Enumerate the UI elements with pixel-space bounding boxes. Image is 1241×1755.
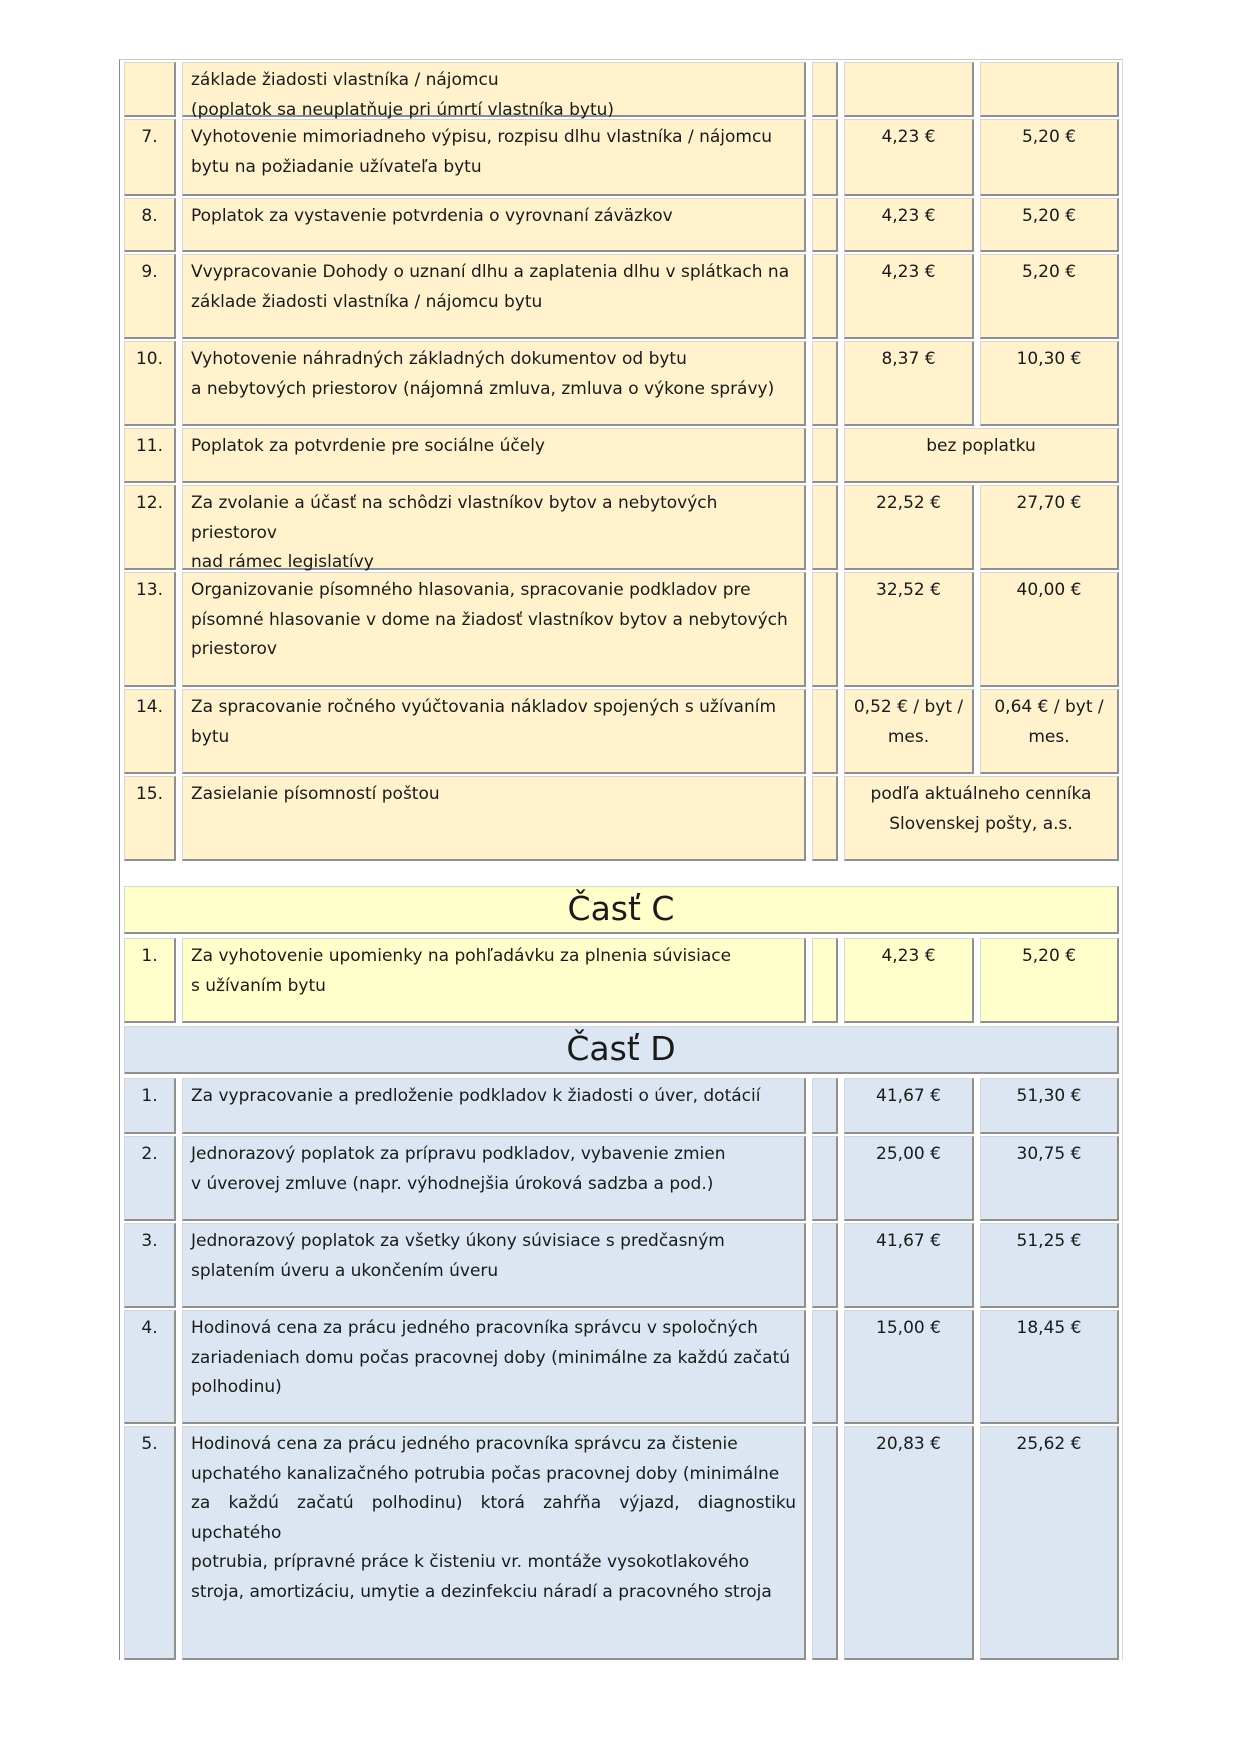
description-line: priestorov [191, 639, 277, 659]
price-with-vat: 10,30 € [980, 341, 1119, 426]
price-with-vat: 5,20 € [980, 119, 1119, 196]
row-number: 8. [124, 198, 176, 252]
row-number: 14. [124, 689, 176, 774]
description-line: Hodinová cena za prácu jedného pracovníka správcu za čistenie [191, 1434, 738, 1454]
table-row [120, 687, 1122, 774]
spacer-cell [812, 1310, 838, 1424]
table-row [120, 1308, 1122, 1424]
description-line: písomné hlasovanie v dome na žiadosť vlastníkov bytov a nebytových [191, 609, 788, 630]
row-description [182, 485, 806, 570]
row-description [182, 119, 806, 196]
description-line: Za zvolanie a účasť na schôdzi vlastníkov bytov a nebytových priestorov [191, 493, 718, 543]
spacer-cell [812, 119, 838, 196]
row-number: 2. [124, 1136, 176, 1221]
price-without-vat [844, 62, 974, 117]
row-number: 4. [124, 1310, 176, 1424]
description-line: Za vypracovanie a predloženie podkladov k žiadosti o úver, dotácií [191, 1086, 761, 1106]
description-line: nad rámec legislatívy [191, 552, 374, 572]
price-without-vat: 41,67 € [844, 1223, 974, 1308]
table-row [120, 570, 1122, 687]
description-line: Za spracovanie ročného vyúčtovania nákladov spojených s užívaním [191, 697, 777, 717]
spacer-cell [812, 62, 838, 117]
price-without-vat: 4,23 € [844, 254, 974, 339]
description-line: Jednorazový poplatok za všetky úkony súvisiace s predčasným [191, 1231, 725, 1251]
table-row [120, 1134, 1122, 1221]
row-number: 1. [124, 938, 176, 1023]
row-description [182, 776, 806, 861]
description-line: bytu na požiadanie užívateľa bytu [191, 156, 482, 177]
row-description [182, 1078, 806, 1134]
table-row [120, 117, 1122, 196]
table-row [120, 339, 1122, 426]
spacer-cell [812, 938, 838, 1023]
row-description [182, 572, 806, 687]
table-row [120, 426, 1122, 483]
row-description [182, 1136, 806, 1221]
description-line: Zasielanie písomností poštou [191, 784, 440, 804]
row-number: 1. [124, 1078, 176, 1134]
spacer-cell [812, 1078, 838, 1134]
price-with-vat: 30,75 € [980, 1136, 1119, 1221]
price-with-vat: 40,00 € [980, 572, 1119, 687]
row-number: 7. [124, 119, 176, 196]
price-with-vat: 51,30 € [980, 1078, 1119, 1134]
description-line: Vvypracovanie Dohody o uznaní dlhu a zaplatenia dlhu v splátkach na [191, 262, 790, 282]
spacer-cell [812, 428, 838, 483]
description-line: Hodinová cena za prácu jedného pracovníka správcu v spoločných [191, 1318, 758, 1338]
row-number [124, 62, 176, 117]
table-row [120, 936, 1122, 1023]
row-number: 12. [124, 485, 176, 570]
price-without-vat: 15,00 € [844, 1310, 974, 1424]
row-description [182, 938, 806, 1023]
row-description [182, 689, 806, 774]
price-merged [844, 776, 1119, 861]
price-with-vat: 18,45 € [980, 1310, 1119, 1424]
description-line: polhodinu) [191, 1377, 282, 1397]
spacer-cell [812, 1426, 838, 1660]
price-line: bez poplatku [926, 436, 1036, 456]
price-line: mes. [887, 726, 930, 747]
description-line: Poplatok za potvrdenie pre sociálne účely [191, 436, 545, 456]
description-line: zariadeniach domu počas pracovnej doby (minimálne za každú začatú [191, 1347, 791, 1368]
description-line: a nebytových priestorov (nájomná zmluva, zmluva o výkone správy) [191, 378, 775, 399]
spacer-cell [812, 254, 838, 339]
table-row [120, 483, 1122, 570]
row-description [182, 198, 806, 252]
price-merged [844, 428, 1119, 483]
price-with-vat [980, 689, 1119, 774]
row-number: 3. [124, 1223, 176, 1308]
description-line: Poplatok za vystavenie potvrdenia o vyrovnaní záväzkov [191, 206, 673, 226]
price-without-vat: 4,23 € [844, 119, 974, 196]
description-line: Vyhotovenie náhradných základných dokumentov od bytu [191, 349, 687, 369]
price-line: podľa aktuálneho cenníka [870, 784, 1092, 804]
description-line: stroja, amortizáciu, umytie a dezinfekciu náradí a pracovného stroja [191, 1581, 772, 1602]
description-line: upchatého kanalizačného potrubia počas pracovnej doby (minimálne [191, 1463, 780, 1484]
row-number: 15. [124, 776, 176, 861]
section-heading-part-d: Časť D [124, 1026, 1119, 1074]
price-without-vat: 32,52 € [844, 572, 974, 687]
spacer-cell [812, 572, 838, 687]
price-with-vat: 5,20 € [980, 938, 1119, 1023]
price-without-vat: 8,37 € [844, 341, 974, 426]
row-description [182, 1310, 806, 1424]
price-without-vat [844, 689, 974, 774]
row-number: 13. [124, 572, 176, 687]
price-line: Slovenskej pošty, a.s. [889, 813, 1073, 834]
spacer-cell [812, 1136, 838, 1221]
description-line: v úverovej zmluve (napr. výhodnejšia úroková sadzba a pod.) [191, 1173, 714, 1194]
price-with-vat: 27,70 € [980, 485, 1119, 570]
price-without-vat: 4,23 € [844, 198, 974, 252]
fee-table [119, 59, 1123, 1660]
spacer-cell [812, 198, 838, 252]
row-number: 5. [124, 1426, 176, 1660]
table-row [120, 196, 1122, 252]
price-without-vat: 20,83 € [844, 1426, 974, 1660]
spacer-cell [812, 689, 838, 774]
price-line: 0,52 € / byt / [853, 697, 964, 717]
spacer-cell [812, 776, 838, 861]
description-line: Za vyhotovenie upomienky na pohľadávku za plnenia súvisiace [191, 946, 732, 966]
price-without-vat: 4,23 € [844, 938, 974, 1023]
description-line: za každú začatú polhodinu) ktorá zahŕňa výjazd, diagnostiku upchatého [191, 1493, 796, 1543]
description-line: splatením úveru a ukončením úveru [191, 1260, 499, 1281]
price-line: mes. [1028, 726, 1070, 747]
price-with-vat: 5,20 € [980, 254, 1119, 339]
price-without-vat: 25,00 € [844, 1136, 974, 1221]
description-line: potrubia, prípravné práce k čisteniu vr. montáže vysokotlakového [191, 1552, 750, 1572]
table-row [120, 252, 1122, 339]
table-row [120, 1221, 1122, 1308]
price-without-vat: 41,67 € [844, 1078, 974, 1134]
price-without-vat: 22,52 € [844, 485, 974, 570]
spacer-cell [812, 485, 838, 570]
row-number: 10. [124, 341, 176, 426]
row-description [182, 1223, 806, 1308]
table-row [120, 60, 1122, 120]
description-line: s užívaním bytu [191, 975, 326, 996]
row-description [182, 1426, 806, 1660]
description-line: Vyhotovenie mimoriadneho výpisu, rozpisu dlhu vlastníka / nájomcu [191, 127, 773, 147]
row-description [182, 254, 806, 339]
description-line: bytu [191, 726, 230, 747]
description-line: Organizovanie písomného hlasovania, spracovanie podkladov pre [191, 580, 751, 600]
section-heading-part-c: Časť C [124, 886, 1119, 934]
table-row [120, 774, 1122, 861]
description-line: (poplatok sa neuplatňuje pri úmrtí vlastníka bytu) [191, 99, 615, 120]
price-with-vat: 51,25 € [980, 1223, 1119, 1308]
row-description [182, 341, 806, 426]
spacer-cell [812, 1223, 838, 1308]
price-with-vat: 25,62 € [980, 1426, 1119, 1660]
row-number: 9. [124, 254, 176, 339]
spacer-cell [812, 341, 838, 426]
price-line: 0,64 € / byt / [994, 697, 1104, 717]
row-description [182, 428, 806, 483]
row-number: 11. [124, 428, 176, 483]
table-row [120, 1424, 1122, 1660]
description-line: základe žiadosti vlastníka / nájomcu [191, 70, 499, 90]
description-line: základe žiadosti vlastníka / nájomcu bytu [191, 291, 543, 312]
price-with-vat: 5,20 € [980, 198, 1119, 252]
price-with-vat [980, 62, 1119, 117]
row-description [182, 62, 806, 120]
description-line: Jednorazový poplatok za prípravu podkladov, vybavenie zmien [191, 1144, 726, 1164]
table-row [120, 1076, 1122, 1134]
